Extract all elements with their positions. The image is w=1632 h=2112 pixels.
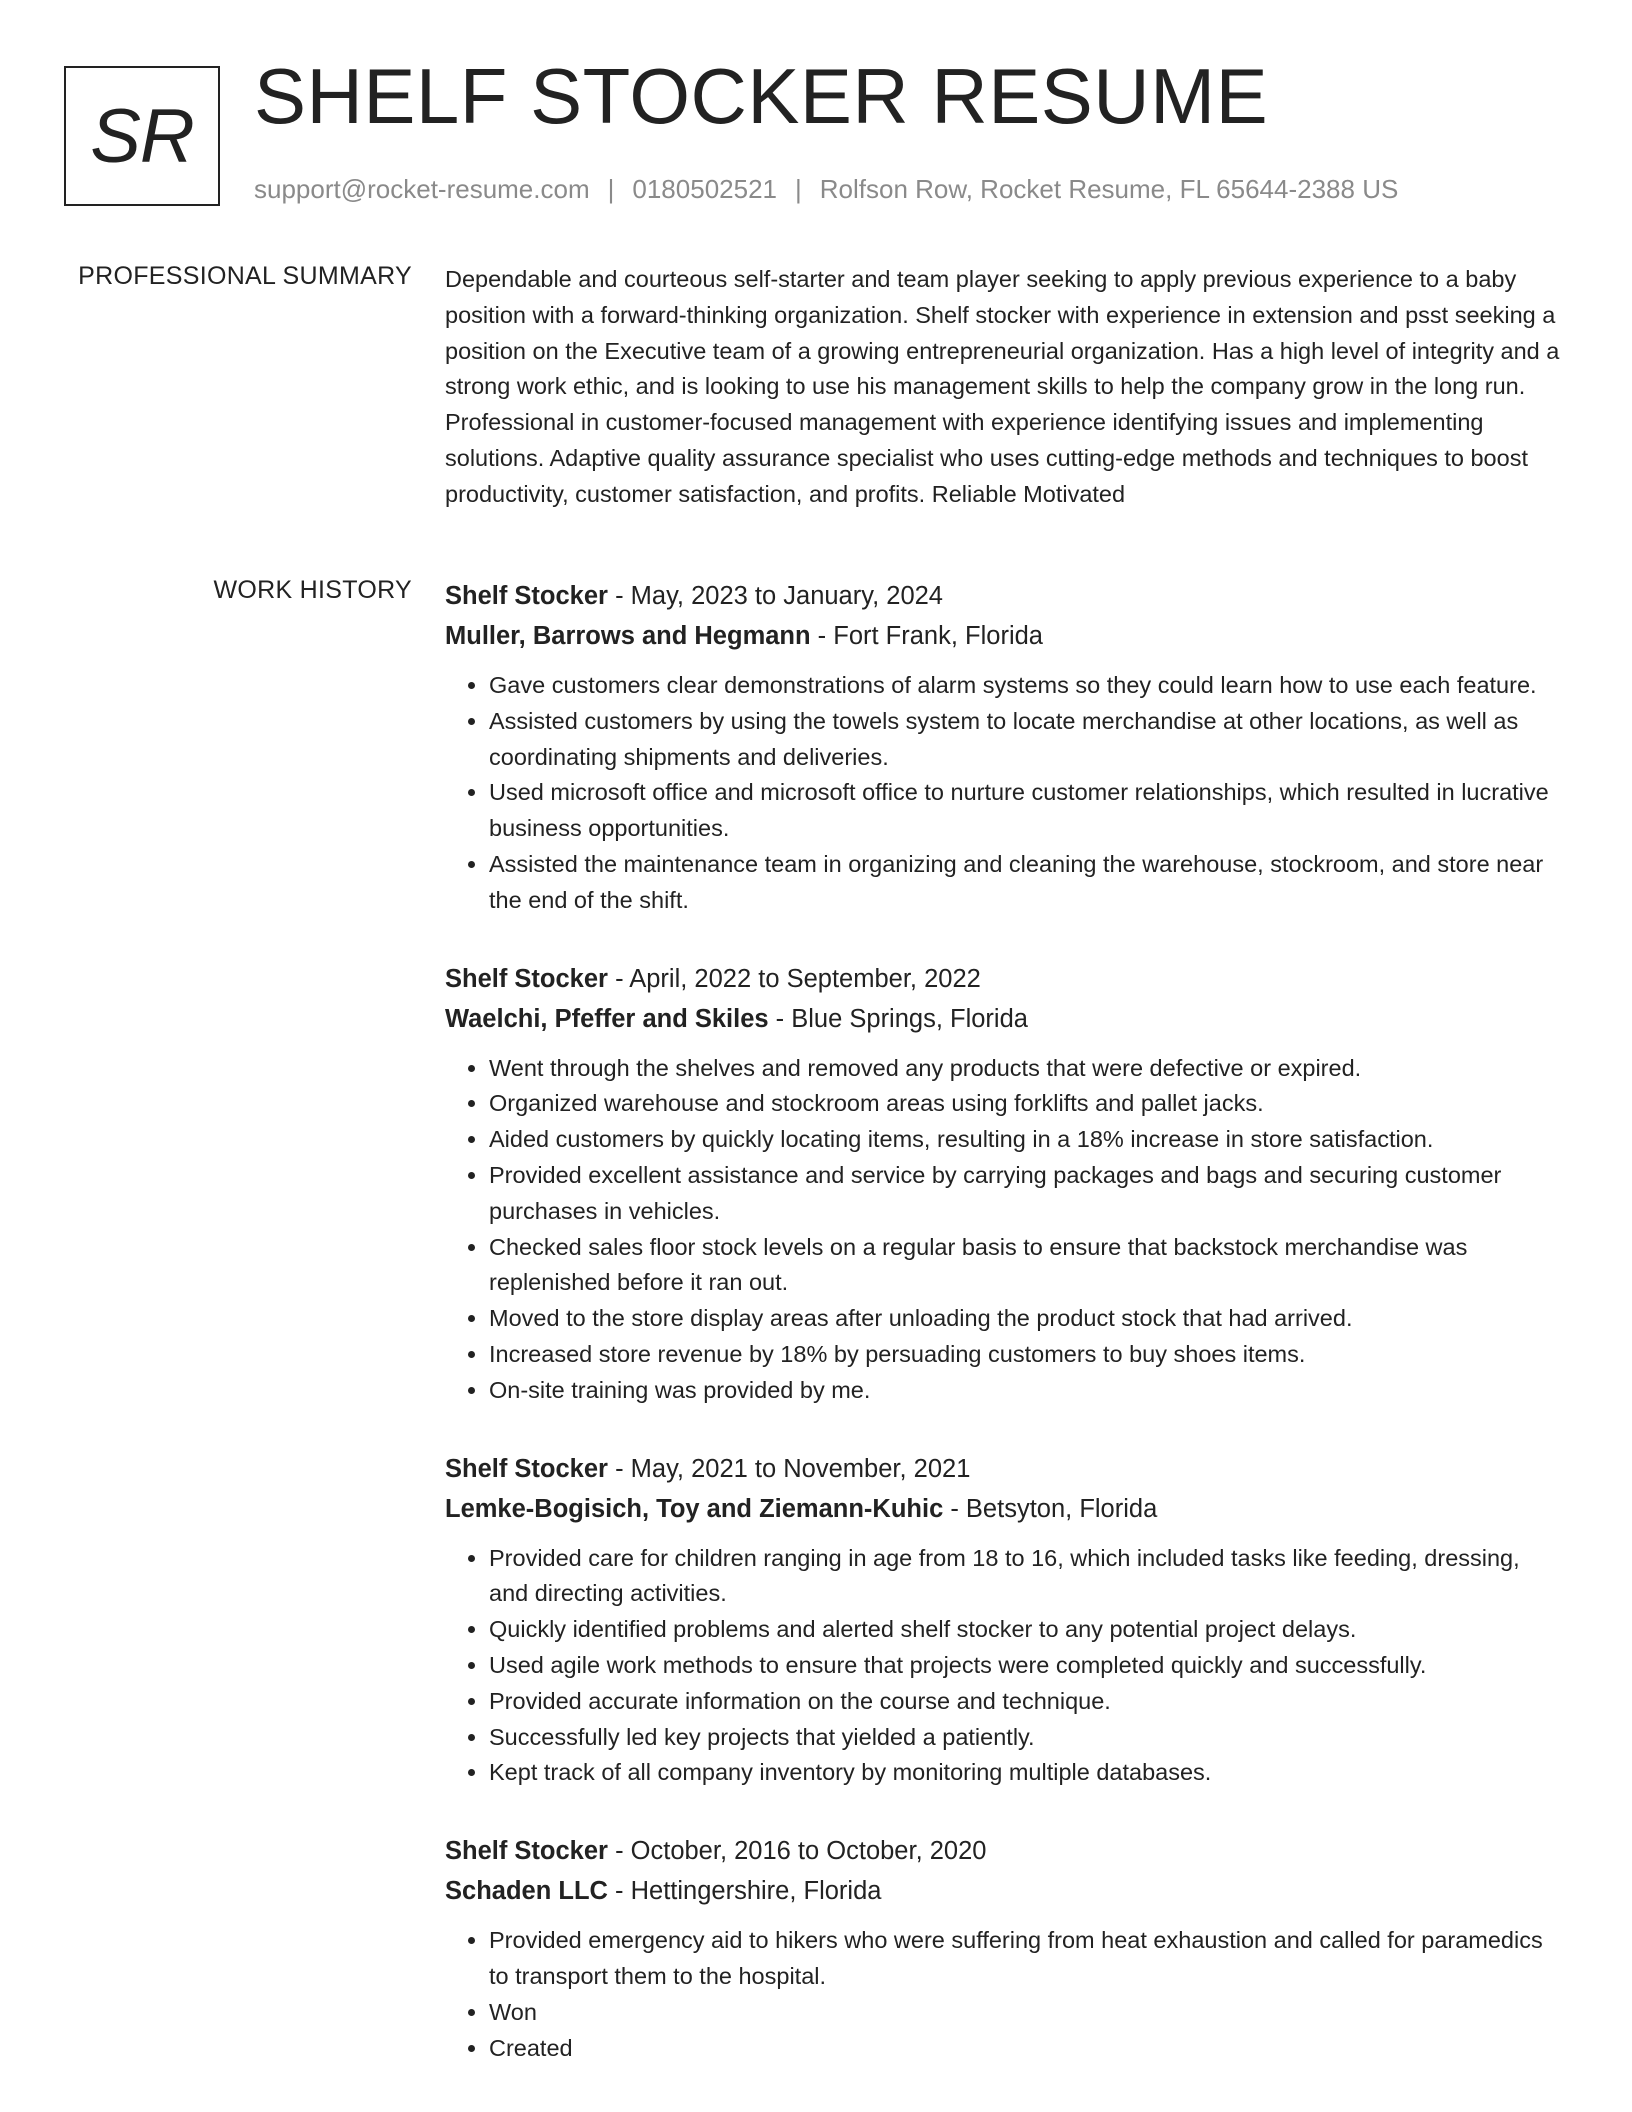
job-title-line xyxy=(445,1449,1565,1489)
contact-phone: 0180502521 xyxy=(632,174,777,204)
job-company-line xyxy=(445,1871,1565,1911)
job-company: Schaden LLC xyxy=(445,1877,608,1906)
job-title: Shelf Stocker xyxy=(445,964,608,993)
job-dates: - October, 2016 to October, 2020 xyxy=(607,1837,987,1866)
job-bullet: • Provided accurate information on the course and technique. xyxy=(489,1684,1565,1720)
job-bullet: • Aided customers by quickly locating items, resulting in a 18% increase in store satisfaction. xyxy=(489,1122,1565,1158)
job-bullet: • Increased store revenue by 18% by persuading customers to buy shoes items. xyxy=(489,1337,1565,1373)
job-location: - Betsyton, Florida xyxy=(943,1494,1158,1523)
job-title-line xyxy=(445,576,1565,616)
job-bullets xyxy=(445,1923,1565,2066)
job-bullets xyxy=(445,1541,1565,1792)
job-bullet: • Assisted customers by using the towels system to locate merchandise at other locations, as well as coordinating shipments and deliveries. xyxy=(489,704,1565,776)
job-bullets xyxy=(445,1051,1565,1409)
job-company: Waelchi, Pfeffer and Skiles xyxy=(445,1004,769,1033)
job-bullet: • Provided care for children ranging in age from 18 to 16, which included tasks like feeding, dressing, and directing activities. xyxy=(489,1541,1565,1613)
job-location: - Hettingershire, Florida xyxy=(607,1877,882,1906)
job-bullet: • Won xyxy=(489,1995,1565,2031)
contact-separator: | xyxy=(607,174,615,204)
job-company-line xyxy=(445,1489,1565,1529)
section-label-work-history: WORK HISTORY xyxy=(213,576,412,604)
summary-text: Dependable and courteous self-starter and team player seeking to apply previous experience to a baby position with a forward-thinking organization. Shelf stocker with experience in extension and psst seeking a position on the Executive team of a growing entrepreneurial organization. Has a high level of integrity and a strong work ethic, and is looking to use his management skills to help the company grow in the long run. Professional in customer-focused management with experience identifying issues and implementing solutions. Adaptive quality assurance specialist who uses cutting-edge methods and techniques to boost productivity, customer satisfaction, and profits. Reliable Motivated xyxy=(445,266,1560,507)
job-bullet: • On-site training was provided by me. xyxy=(489,1373,1565,1409)
job-company: Muller, Barrows and Hegmann xyxy=(445,622,811,650)
job-bullet: • Successfully led key projects that yielded a patiently. xyxy=(489,1720,1565,1756)
job-entry xyxy=(445,1831,1565,2066)
job-entry xyxy=(445,1449,1565,1792)
job-title: Shelf Stocker xyxy=(445,582,608,610)
job-entry xyxy=(445,959,1565,1409)
job-bullet: • Moved to the store display areas after unloading the product stock that had arrived. xyxy=(489,1301,1565,1337)
job-company-line xyxy=(445,616,1565,656)
job-bullets xyxy=(445,668,1565,919)
job-bullet: • Kept track of all company inventory by monitoring multiple databases. xyxy=(489,1755,1565,1791)
job-bullet: • Quickly identified problems and alerted shelf stocker to any potential project delays. xyxy=(489,1612,1565,1648)
contact-separator: | xyxy=(795,174,802,204)
contact-email: support@rocket-resume.com xyxy=(254,174,590,204)
job-location: - Fort Frank, Florida xyxy=(810,622,1043,650)
job-bullet: • Checked sales floor stock levels on a regular basis to ensure that backstock merchandise was replenished before it ran out. xyxy=(489,1230,1565,1302)
job-bullet: • Organized warehouse and stockroom areas using forklifts and pallet jacks. xyxy=(489,1086,1565,1122)
page-title: SHELF STOCKER RESUME xyxy=(254,52,1269,140)
job-company-line xyxy=(445,999,1565,1039)
job-bullet: • Assisted the maintenance team in organizing and cleaning the warehouse, stockroom, and store near the end of the shift. xyxy=(489,847,1565,919)
job-bullet: • Went through the shelves and removed any products that were defective or expired. xyxy=(489,1051,1565,1087)
job-title: Shelf Stocker xyxy=(445,1454,608,1483)
job-dates: - April, 2022 to September, 2022 xyxy=(607,964,981,993)
monogram-logo: SR xyxy=(64,66,220,206)
contact-address: Rolfson Row, Rocket Resume, FL 65644-2388 US xyxy=(819,174,1399,204)
job-entry xyxy=(445,576,1565,919)
job-company: Lemke-Bogisich, Toy and Ziemann-Kuhic xyxy=(445,1494,944,1523)
job-list xyxy=(445,576,1565,2106)
section-label-summary: PROFESSIONAL SUMMARY xyxy=(78,262,412,290)
job-dates: - May, 2023 to January, 2024 xyxy=(607,582,943,610)
job-bullet: • Gave customers clear demonstrations of alarm systems so they could learn how to use each feature. xyxy=(489,668,1565,704)
job-bullet: • Used microsoft office and microsoft office to nurture customer relationships, which resulted in lucrative business opportunities. xyxy=(489,775,1565,847)
contact-info xyxy=(254,174,1398,205)
job-dates: - May, 2021 to November, 2021 xyxy=(607,1454,971,1483)
job-bullet: • Created xyxy=(489,2031,1565,2067)
job-title-line xyxy=(445,959,1565,999)
job-location: - Blue Springs, Florida xyxy=(768,1004,1028,1033)
job-title-line xyxy=(445,1831,1565,1871)
job-bullet: • Used agile work methods to ensure that projects were completed quickly and successfully. xyxy=(489,1648,1565,1684)
job-bullet: • Provided excellent assistance and service by carrying packages and bags and securing customer purchases in vehicles. xyxy=(489,1158,1565,1230)
job-title: Shelf Stocker xyxy=(445,1837,608,1866)
job-bullet: • Provided emergency aid to hikers who were suffering from heat exhaustion and called for paramedics to transport them to the hospital. xyxy=(489,1923,1565,1995)
